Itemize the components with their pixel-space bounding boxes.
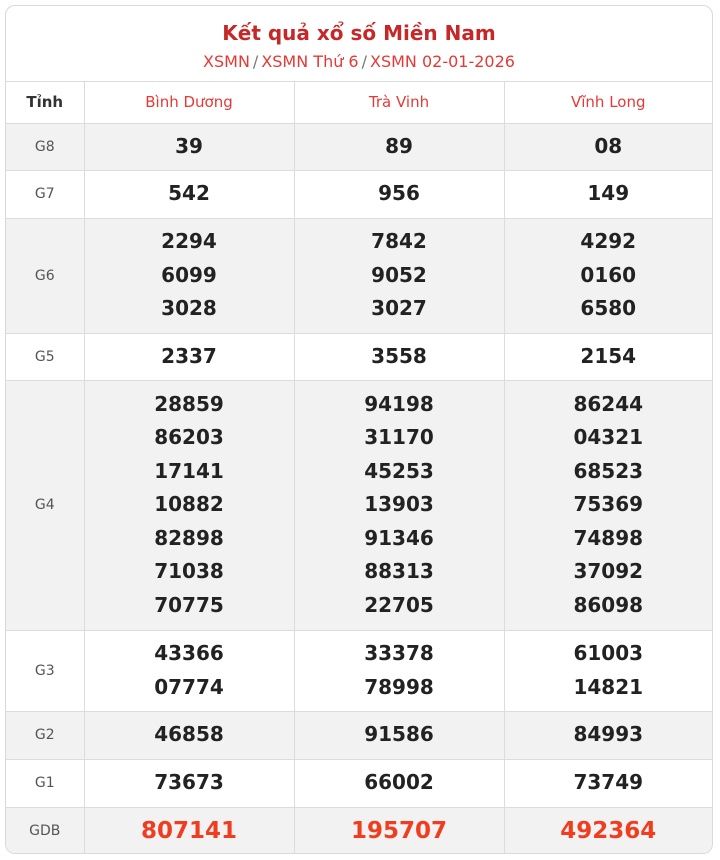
- result-number: 70775: [154, 592, 224, 617]
- province-header[interactable]: Trà Vinh: [294, 82, 504, 123]
- result-number: 28859: [154, 391, 224, 416]
- result-number: 71038: [154, 559, 224, 584]
- result-cell: [504, 170, 712, 218]
- prize-label: G8: [6, 123, 84, 170]
- result-cell: [294, 807, 504, 854]
- result-number: 82898: [154, 525, 224, 550]
- result-number: 2294: [161, 229, 217, 254]
- result-number: 149: [587, 181, 630, 206]
- result-number: 78998: [364, 674, 434, 699]
- result-number: 89: [385, 133, 413, 158]
- result-number: 86244: [573, 391, 644, 416]
- result-number: 73749: [573, 770, 644, 795]
- results-header: [6, 6, 712, 82]
- result-cell: [84, 807, 294, 854]
- result-number: 91346: [364, 525, 434, 550]
- result-number: 3027: [371, 296, 427, 321]
- result-number: 94198: [364, 391, 434, 416]
- prize-row-g6: [6, 218, 712, 333]
- result-number: 74898: [573, 525, 644, 550]
- result-cell: [294, 123, 504, 170]
- result-cell: [84, 759, 294, 807]
- result-number: 17141: [154, 458, 224, 483]
- result-number: 14821: [573, 674, 644, 699]
- result-cell: [504, 380, 712, 630]
- result-cell: [504, 630, 712, 711]
- result-cell: [84, 380, 294, 630]
- result-number: 2337: [161, 343, 217, 368]
- result-cell: [504, 123, 712, 170]
- result-number: 0160: [580, 262, 637, 287]
- result-number: 542: [168, 181, 210, 206]
- result-number: 13903: [364, 492, 434, 517]
- result-cell: [84, 333, 294, 380]
- breadcrumb: [6, 52, 712, 72]
- result-cell: [294, 759, 504, 807]
- result-number: 4292: [580, 229, 637, 254]
- breadcrumb-separator: /: [252, 52, 259, 71]
- prize-label: G2: [6, 711, 84, 759]
- result-cell: [504, 711, 712, 759]
- result-number: 66002: [364, 770, 434, 795]
- breadcrumb-link-xsmn[interactable]: XSMN: [203, 52, 250, 71]
- result-cell: [504, 333, 712, 380]
- table-header-row: [6, 82, 712, 123]
- prize-label: G7: [6, 170, 84, 218]
- result-number: 84993: [573, 722, 644, 747]
- prize-row-g5: [6, 333, 712, 380]
- prize-label: GDB: [6, 807, 84, 854]
- page-title: Kết quả xổ số Miền Nam: [222, 21, 496, 45]
- result-number: 22705: [364, 592, 434, 617]
- result-cell: [84, 711, 294, 759]
- breadcrumb-separator: /: [361, 52, 367, 71]
- result-number: 956: [378, 181, 420, 206]
- result-number: 86098: [573, 592, 644, 617]
- results-card: [5, 5, 713, 854]
- breadcrumb-link-date[interactable]: XSMN 02-01-2026: [370, 52, 515, 71]
- result-number: 7842: [371, 229, 427, 254]
- result-cell: [504, 759, 712, 807]
- result-cell: [84, 218, 294, 333]
- result-number: 492364: [560, 817, 657, 844]
- prize-label: G1: [6, 759, 84, 807]
- result-number: 3558: [371, 343, 427, 368]
- result-cell: [504, 218, 712, 333]
- result-number: 75369: [573, 492, 644, 517]
- result-number: 86203: [154, 425, 224, 450]
- prize-row-g4: [6, 380, 712, 630]
- prize-column-header: Tỉnh: [6, 82, 84, 123]
- result-cell: [504, 807, 712, 854]
- result-number: 37092: [573, 559, 644, 584]
- prize-label: G4: [6, 380, 84, 630]
- result-number: 31170: [364, 425, 434, 450]
- result-number: 2154: [580, 343, 637, 368]
- result-cell: [294, 630, 504, 711]
- result-number: 88313: [364, 559, 434, 584]
- prize-row-g1: [6, 759, 712, 807]
- result-number: 33378: [364, 641, 434, 665]
- result-cell: [84, 170, 294, 218]
- result-cell: [294, 170, 504, 218]
- result-cell: [84, 123, 294, 170]
- result-number: 04321: [573, 425, 644, 450]
- result-number: 68523: [573, 458, 644, 483]
- result-number: 46858: [154, 722, 224, 747]
- result-number: 45253: [364, 458, 434, 483]
- result-number: 08: [594, 133, 623, 158]
- result-number: 73673: [154, 770, 224, 795]
- prize-label: G6: [6, 218, 84, 333]
- result-number: 3028: [161, 296, 217, 321]
- result-cell: [294, 218, 504, 333]
- result-number: 807141: [140, 817, 238, 844]
- prize-row-g8: [6, 123, 712, 170]
- result-number: 10882: [154, 492, 224, 517]
- result-number: 91586: [364, 722, 434, 747]
- province-header[interactable]: Vĩnh Long: [504, 82, 712, 123]
- prize-row-g3: [6, 630, 712, 711]
- breadcrumb-link-weekday[interactable]: XSMN Thứ 6: [261, 52, 359, 71]
- result-number: 07774: [154, 674, 224, 699]
- prize-label: G3: [6, 630, 84, 711]
- province-header[interactable]: Bình Dương: [84, 82, 294, 123]
- prize-row-g2: [6, 711, 712, 759]
- prize-label: G5: [6, 333, 84, 380]
- result-number: 43366: [154, 641, 224, 665]
- result-cell: [294, 711, 504, 759]
- prize-row-gdb: [6, 807, 712, 854]
- result-number: 195707: [350, 817, 448, 844]
- results-table: [6, 82, 712, 854]
- result-number: 6580: [580, 296, 637, 321]
- result-number: 61003: [573, 641, 644, 665]
- result-cell: [294, 333, 504, 380]
- result-number: 39: [175, 133, 203, 158]
- result-number: 9052: [371, 262, 427, 287]
- result-number: 6099: [161, 262, 217, 287]
- result-cell: [84, 630, 294, 711]
- prize-row-g7: [6, 170, 712, 218]
- result-cell: [294, 380, 504, 630]
